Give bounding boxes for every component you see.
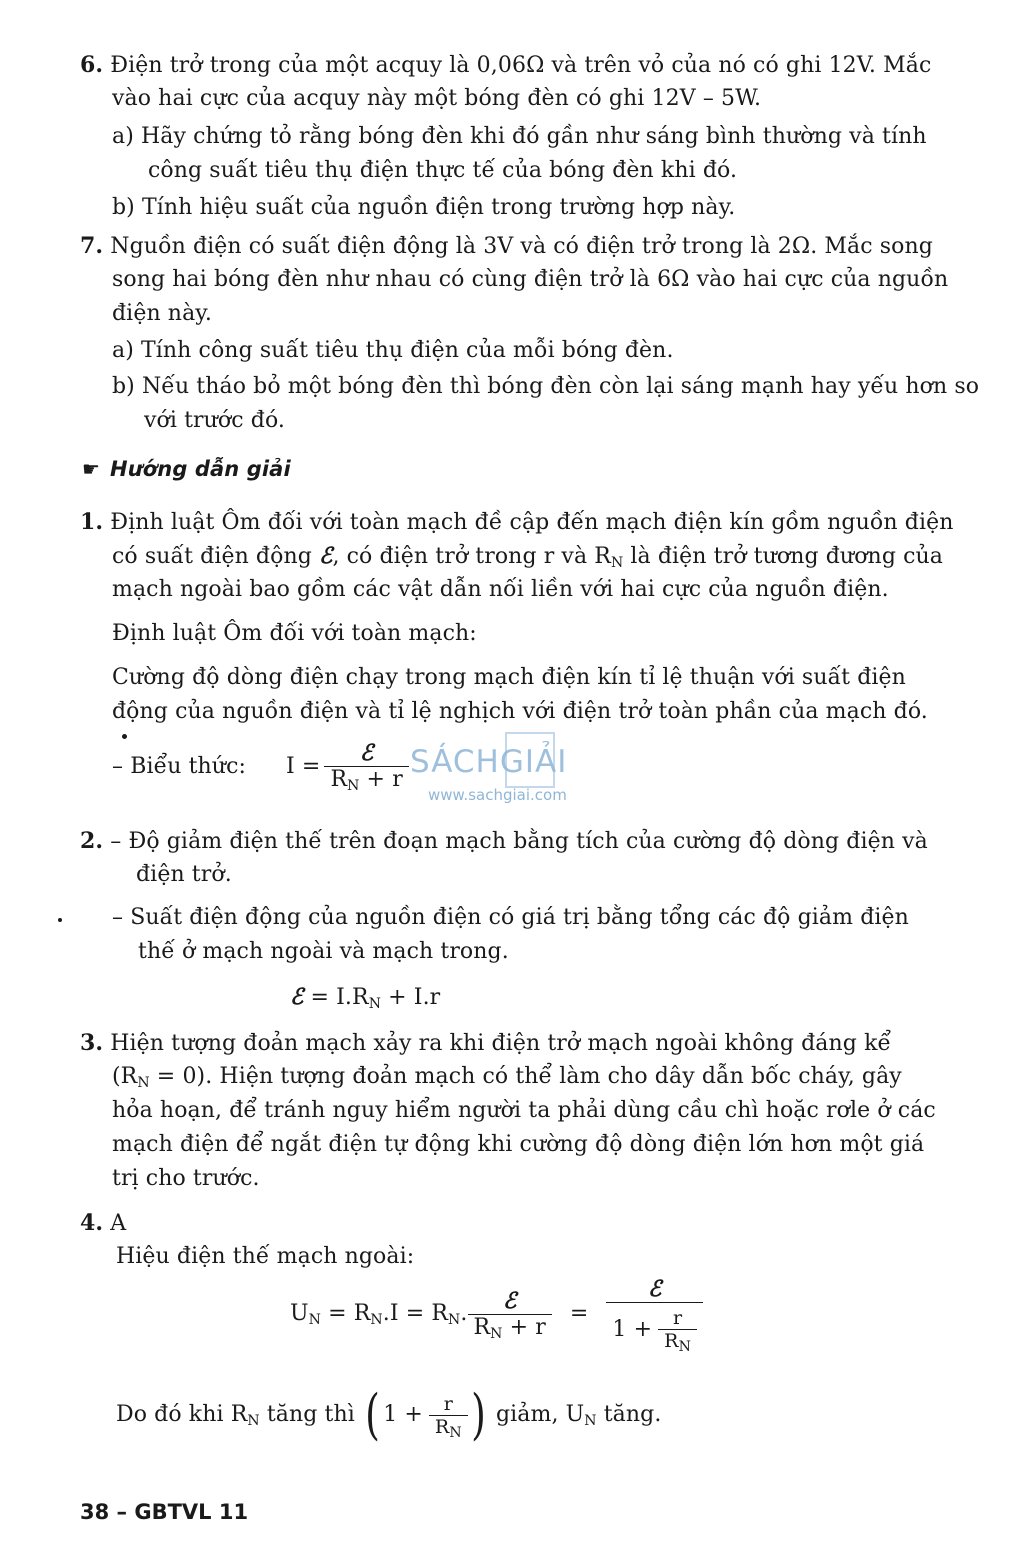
inner-fraction [658,1307,697,1355]
speck [58,918,62,922]
u-symbol: U [290,1301,309,1326]
eq-mid2: .I = R [382,1301,449,1326]
a3-line3: hỏa hoạn, để tránh nguy hiểm người ta phải dùng cầu chì hoặc rơle ở các [112,1098,936,1123]
watermark-url: www.sachgiai.com [428,786,567,804]
sub-n: N [370,1312,383,1328]
a4-line0 [80,1206,126,1241]
fraction-1 [468,1288,552,1341]
a2-number: 2. [80,828,104,854]
watermark [410,730,620,820]
expr-lhs: I = [286,753,321,779]
equals-sign: = [569,1301,589,1326]
paren-fraction [429,1392,468,1441]
a4-line1: Hiệu điện thế mạch ngoài: [116,1244,415,1269]
r-cap: R [434,1415,450,1438]
a1-expression [112,740,409,793]
q7-b-line2: với trước đó. [144,408,286,433]
paren-content [383,1388,468,1442]
sub-n: N [347,778,360,794]
solution-heading-text: Hướng dẫn giải [110,457,291,481]
fraction-numerator: ℰ [359,740,374,766]
eq-mid3: . [460,1301,468,1326]
eq-mid1: = R [321,1301,371,1326]
concl-part-b [496,1388,661,1442]
q7-line3: điện này. [112,301,212,326]
ohm-fraction [324,740,408,793]
a3-line2 [112,1060,902,1094]
a1-line5: Cường độ dòng điện chạy trong mạch điện kín tỉ lệ thuận với suất điện [112,665,906,690]
concl-part-a [116,1388,355,1442]
sub-n: N [678,1339,691,1355]
emf-symbol: ℰ [319,543,333,569]
fraction-1-denominator: $R_N + r$ [468,1314,552,1341]
sub-n: N [449,1424,462,1441]
q6-b-line1: b) Tính hiệu suất của nguồn điện trong trường hợp này. [112,195,736,220]
a3-line4: mạch điện để ngắt điện tự động khi cường độ dòng điện lớn hơn một giá [112,1132,925,1157]
a3-number: 3. [80,1030,104,1056]
concl-c: giảm, U [495,1402,585,1427]
emf-symbol: ℰ [290,984,304,1010]
watermark-brand: SÁCHGIẢI [410,744,568,780]
fraction-2 [606,1276,703,1355]
a4-equation [290,1276,703,1355]
a3-text2b: = 0). Hiện tượng đoản mạch có thể làm cho dây dẫn bốc cháy, gây [149,1064,902,1089]
pointing-hand-icon: ☛ [82,457,101,481]
denom-tail: + r [502,1314,546,1340]
a2-equation [290,980,440,1015]
sub-n: N [368,996,382,1012]
r-cap: R [664,1330,679,1352]
a2-text1: – Độ giảm điện thế trên đoạn mạch bằng tích của cường độ dòng điện và [110,829,928,854]
fraction-1-numerator: ℰ [502,1287,517,1314]
concl-d: tăng. [596,1402,662,1427]
a3-line1 [80,1026,891,1061]
a3-text2a: (R [112,1064,138,1089]
speck [122,734,127,739]
sub-n: N [308,1312,322,1328]
one-plus: 1 + [383,1402,423,1427]
a2-line1 [80,824,928,859]
inner-numerator: r [672,1307,683,1329]
paren-numerator: r [443,1392,453,1415]
fraction-2-numerator: ℰ [647,1276,662,1302]
concl-b: tăng thì [259,1402,355,1427]
a1-text1: Định luật Ôm đối với toàn mạch đề cập đến mạch điện kín gồm nguồn điện [110,510,954,535]
q7-number: 7. [80,233,104,259]
q7-line1 [80,229,933,264]
a1-line1 [80,505,953,540]
a4-conclusion [116,1383,662,1446]
eq-lhs [290,1301,468,1327]
a1-line2 [112,539,943,574]
q7-a-line1: a) Tính công suất tiêu thụ điện của mỗi bóng đèn. [112,338,674,363]
q7-line2: song hai bóng đèn như nhau có cùng điện trở là 6Ω vào hai cực của nguồn [112,267,949,292]
solution-heading [82,452,291,486]
q7-text1: Nguồn điện có suất điện động là 3V và có điện trở trong là 2Ω. Mắc song [110,234,933,259]
q6-text1: Điện trở trong của một acquy là 0,06Ω và trên vỏ của nó có ghi 12V. Mắc [110,53,932,78]
inner-denominator [658,1329,697,1355]
q6-a-line2: công suất tiêu thụ điện thực tế của bóng đèn khi đó. [148,158,738,183]
left-paren: ( [365,1383,381,1446]
fraction-denominator: $R_N + r$ [324,766,408,793]
q6-line2: vào hai cực của acquy này một bóng đèn có ghi 12V – 5W. [112,86,762,111]
a3-text1: Hiện tượng đoản mạch xảy ra khi điện trở mạch ngoài không đáng kể [110,1031,892,1056]
eq-part-b: + I.r [381,985,441,1010]
a1-text2b: , có điện trở trong r và R [332,544,611,569]
a1-number: 1. [80,509,104,535]
sub-n: N [490,1325,503,1342]
page-footer: 38 – GBTVL 11 [80,1500,249,1524]
one-plus: 1 + [612,1316,653,1342]
concl-a: Do đó khi R [116,1402,248,1427]
q6-number: 6. [80,52,104,78]
sub-n: N [584,1413,597,1429]
a4-answer: A [110,1211,127,1236]
a3-line5: trị cho trước. [112,1166,260,1191]
right-paren: ) [470,1383,486,1446]
paren-denominator [429,1415,468,1441]
q6-a-line1: a) Hãy chứng tỏ rằng bóng đèn khi đó gần như sáng bình thường và tính [112,124,927,149]
eq-part-a: = I.R [303,985,369,1010]
sub-n: N [247,1413,260,1429]
q6-line1 [80,48,931,83]
fraction-2-denominator [606,1302,703,1355]
a1-text2a: có suất điện động [112,544,320,569]
a2-line3: – Suất điện động của nguồn điện có giá trị bằng tổng các độ giảm điện [112,905,909,930]
a1-line4: Định luật Ôm đối với toàn mạch: [112,621,477,646]
sub-n: N [137,1075,150,1091]
a1-line6: động của nguồn điện và tỉ lệ nghịch với điện trở toàn phần của mạch đó. [112,699,928,724]
q7-b-line1: b) Nếu tháo bỏ một bóng đèn thì bóng đèn còn lại sáng mạnh hay yếu hơn so [112,374,980,399]
a1-line3: mạch ngoài bao gồm các vật dẫn nối liền với hai cực của nguồn điện. [112,577,889,602]
sub-n: N [448,1312,461,1328]
a1-text2c: là điện trở tương đương của [623,544,943,569]
a4-number: 4. [80,1210,104,1236]
sub-n: N [610,555,624,571]
expr-label: – Biểu thức: [112,753,247,779]
a2-line4: thế ở mạch ngoài và mạch trong. [138,939,509,964]
denom-tail: + r [359,767,403,792]
a2-line2: điện trở. [136,862,232,887]
